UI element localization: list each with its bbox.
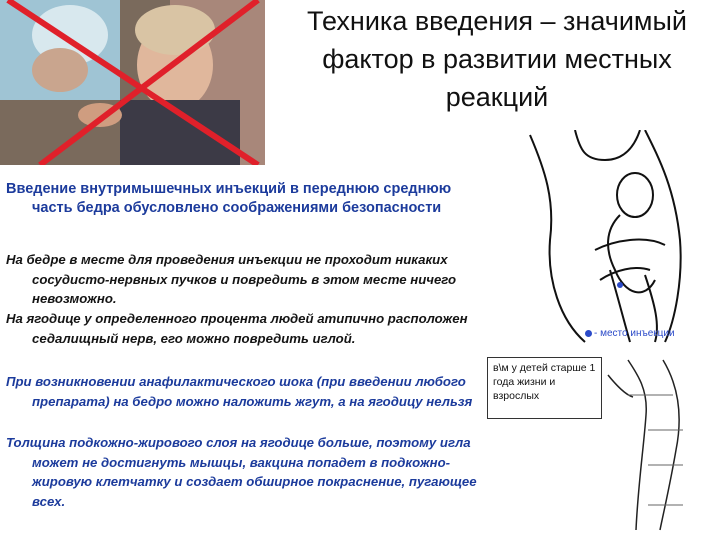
paragraph-text: Толщина подкожно-жирового слоя на ягодице больше, поэтому игла может не достигнуть мышцы, вакцина попадет в подкожно-жировую клетчатку и создает обширное покраснение, пугающее всех. (6, 435, 477, 509)
paragraph-text: При возникновении анафилактического шока (при введении любого препарата) на бедро можно наложить жгут, а на ягодицу нельзя (6, 374, 473, 409)
blue-dot-icon (585, 330, 592, 337)
age-label-box: в\м у детей старше 1 года жизни и взрослых (487, 357, 602, 419)
injection-site-legend (585, 328, 675, 339)
crossed-out-photo (0, 0, 265, 165)
injection-site-illustration (525, 130, 715, 345)
paragraph-thigh (6, 250, 482, 309)
main-paragraph-text: Введение внутримышечных инъекций в переднюю среднюю часть бедра обусловлено соображениями безопасности (6, 181, 452, 216)
paragraph-buttock (6, 309, 482, 348)
paragraph-text: На бедре в месте для проведения инъекции не проходит никаких сосудисто-нервных пучков и повредить в этом месте ничего невозможно. (6, 252, 457, 306)
paragraph-fat-layer (6, 433, 482, 511)
paragraph-text: На ягодице у определенного процента людей атипично расположен седалищный нерв, его можно повредить иглой. (6, 311, 468, 346)
paragraph-anaphylaxis (6, 372, 482, 411)
legend-label: - место инъекции (594, 328, 675, 339)
slide-title: Техника введения – значимый фактор в развитии местных реакций (307, 6, 687, 112)
main-paragraph (6, 180, 486, 218)
